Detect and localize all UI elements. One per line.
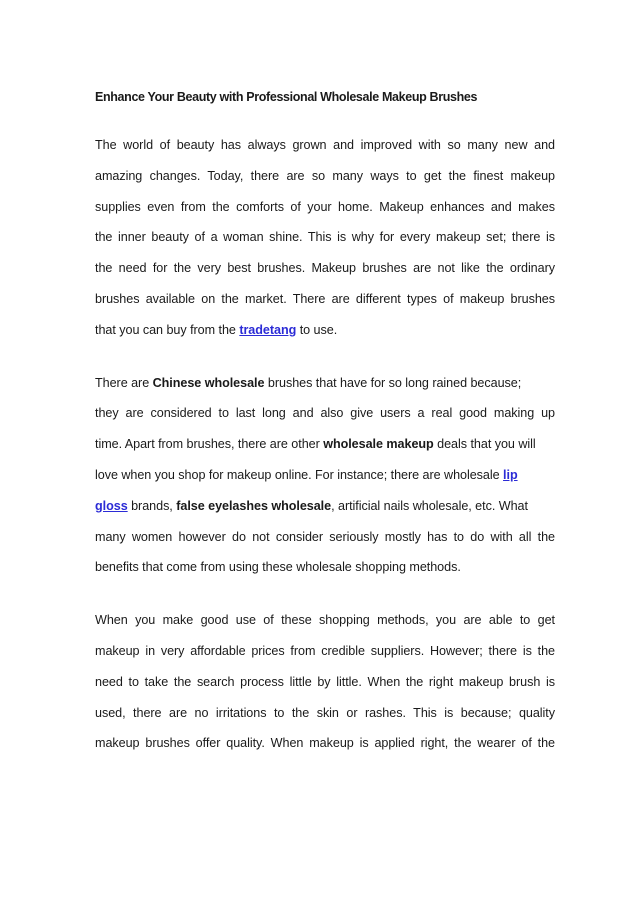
tradetang-link[interactable]: tradetang <box>239 322 297 337</box>
text-line: amazing changes. Today, there are so many ways to get the finest makeup <box>95 168 555 183</box>
text-line: the need for the very best brushes. Makeup brushes are not like the ordinary <box>95 261 555 276</box>
text-segment: brushes that have for so long rained because; <box>264 375 522 390</box>
text-line: brushes available on the market. There are different types of makeup brushes <box>95 291 555 306</box>
text-line <box>95 491 555 522</box>
text-segment: There are <box>95 375 153 390</box>
lip-gloss-link[interactable]: lip <box>503 467 518 482</box>
text-line <box>95 460 555 491</box>
text-segment: , artificial nails wholesale, etc. What <box>331 498 528 513</box>
text-line: used, there are no irritations to the skin or rashes. This is because; quality <box>95 705 555 720</box>
text-line <box>95 429 555 460</box>
text-segment: deals that you will <box>433 437 536 452</box>
text-segment: love when you shop for makeup online. For instance; there are wholesale <box>95 467 504 482</box>
paragraph-3 <box>95 605 555 759</box>
paragraph-2 <box>95 368 555 584</box>
text-segment: to use. <box>296 322 338 337</box>
text-line: need to take the search process little by little. When the right makeup brush is <box>95 674 555 689</box>
text-segment: brands, <box>127 498 177 513</box>
text-line <box>95 315 555 346</box>
text-segment: time. Apart from brushes, there are other <box>95 437 324 452</box>
paragraph-1 <box>95 130 555 346</box>
text-line: When you make good use of these shopping methods, you are able to get <box>95 613 555 628</box>
text-line: many women however do not consider seriously mostly has to do with all the <box>95 529 555 544</box>
lip-gloss-link-continued[interactable]: gloss <box>95 498 128 513</box>
text-line: benefits that come from using these wholesale shopping methods. <box>95 560 461 575</box>
keyword-false-eyelashes-wholesale: false eyelashes wholesale <box>176 498 332 513</box>
keyword-wholesale-makeup: wholesale makeup <box>323 437 434 452</box>
keyword-chinese-wholesale: Chinese wholesale <box>152 375 265 390</box>
text-line <box>95 368 555 399</box>
text-line: supplies even from the comforts of your home. Makeup enhances and makes <box>95 199 555 214</box>
text-line: makeup brushes offer quality. When makeup is applied right, the wearer of the <box>95 736 555 751</box>
text-line: the inner beauty of a woman shine. This is why for every makeup set; there is <box>95 230 555 245</box>
text-line: The world of beauty has always grown and improved with so many new and <box>95 138 555 152</box>
text-line: makeup in very affordable prices from credible suppliers. However; there is the <box>95 643 555 658</box>
document-page <box>95 86 555 759</box>
text-segment: that you can buy from the <box>95 322 240 337</box>
text-line: they are considered to last long and also give users a real good making up <box>95 406 555 421</box>
document-title: Enhance Your Beauty with Professional Wholesale Makeup Brushes <box>95 90 478 104</box>
